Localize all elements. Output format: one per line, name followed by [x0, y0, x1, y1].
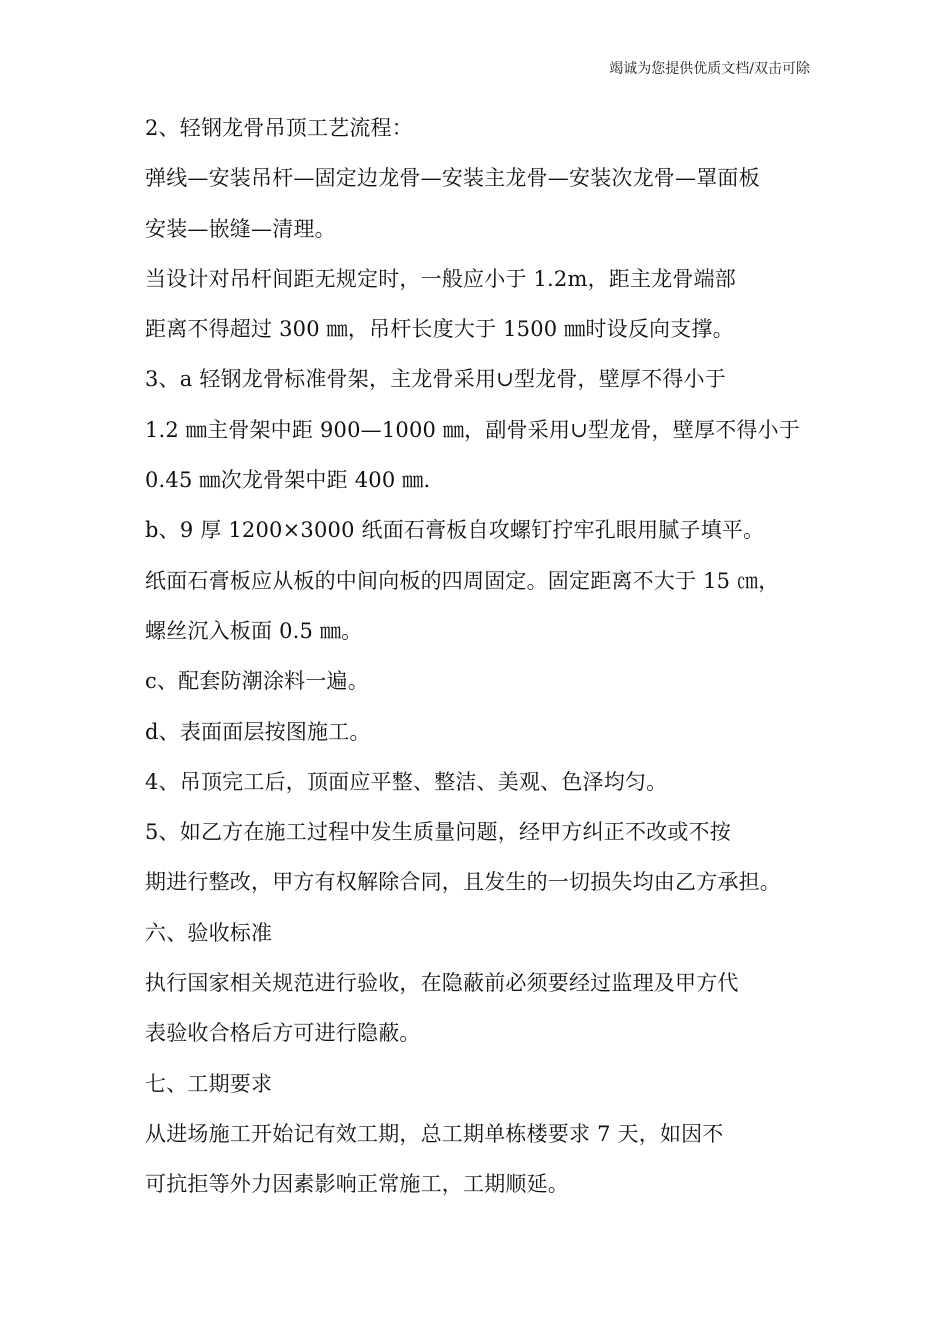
text-line: 从进场施工开始记有效工期，总工期单栋楼要求 7 天，如因不 [145, 1121, 724, 1146]
text-line: 可抗拒等外力因素影响正常施工，工期顺延。 [145, 1172, 569, 1197]
text-line: 期进行整改，甲方有权解除合同，且发生的一切损失均由乙方承担。 [145, 870, 781, 895]
section-heading: 七、工期要求 [145, 1071, 273, 1096]
text-line: 表验收合格后方可进行隐蔽。 [145, 1021, 421, 1046]
text-line: 1.2 ㎜主骨架中距 900—1000 ㎜，副骨采用∪型龙骨，壁厚不得小于 [145, 417, 800, 442]
text-line: 3、a 轻钢龙骨标准骨架，主龙骨采用∪型龙骨，壁厚不得小于 [145, 367, 726, 392]
text-line: b、9 厚 1200×3000 纸面石膏板自攻螺钉拧牢孔眼用腻子填平。 [145, 518, 765, 543]
header-note: 竭诚为您提供优质文档/双击可除 [609, 61, 810, 77]
text-line: 纸面石膏板应从板的中间向板的四周固定。固定距离不大于 15 ㎝， [145, 568, 780, 593]
text-line: d、表面面层按图施工。 [145, 719, 371, 744]
section-heading: 六、验收标准 [145, 920, 273, 945]
text-line: 距离不得超过 300 ㎜，吊杆长度大于 1500 ㎜时设反向支撑。 [145, 317, 734, 342]
text-line: 5、如乙方在施工过程中发生质量问题，经甲方纠正不改或不按 [145, 820, 731, 845]
text-line: c、配套防潮涂料一遍。 [145, 669, 369, 694]
text-line: 当设计对吊杆间距无规定时，一般应小于 1.2m，距主龙骨端部 [145, 266, 736, 291]
text-line: 0.45 ㎜次龙骨架中距 400 ㎜. [145, 468, 431, 493]
text-line: 执行国家相关规范进行验收，在隐蔽前必须要经过监理及甲方代 [145, 971, 739, 996]
text-line: 安装—嵌缝—清理。 [145, 216, 336, 241]
document-body [145, 103, 825, 1210]
text-line: 螺丝沉入板面 0.5 ㎜。 [145, 618, 363, 643]
text-line: 弹线—安装吊杆—固定边龙骨—安装主龙骨—安装次龙骨—罩面板 [145, 166, 760, 191]
text-line: 2、轻钢龙骨吊顶工艺流程： [145, 116, 413, 140]
text-line: 4、吊顶完工后，顶面应平整、整洁、美观、色泽均匀。 [145, 769, 668, 794]
